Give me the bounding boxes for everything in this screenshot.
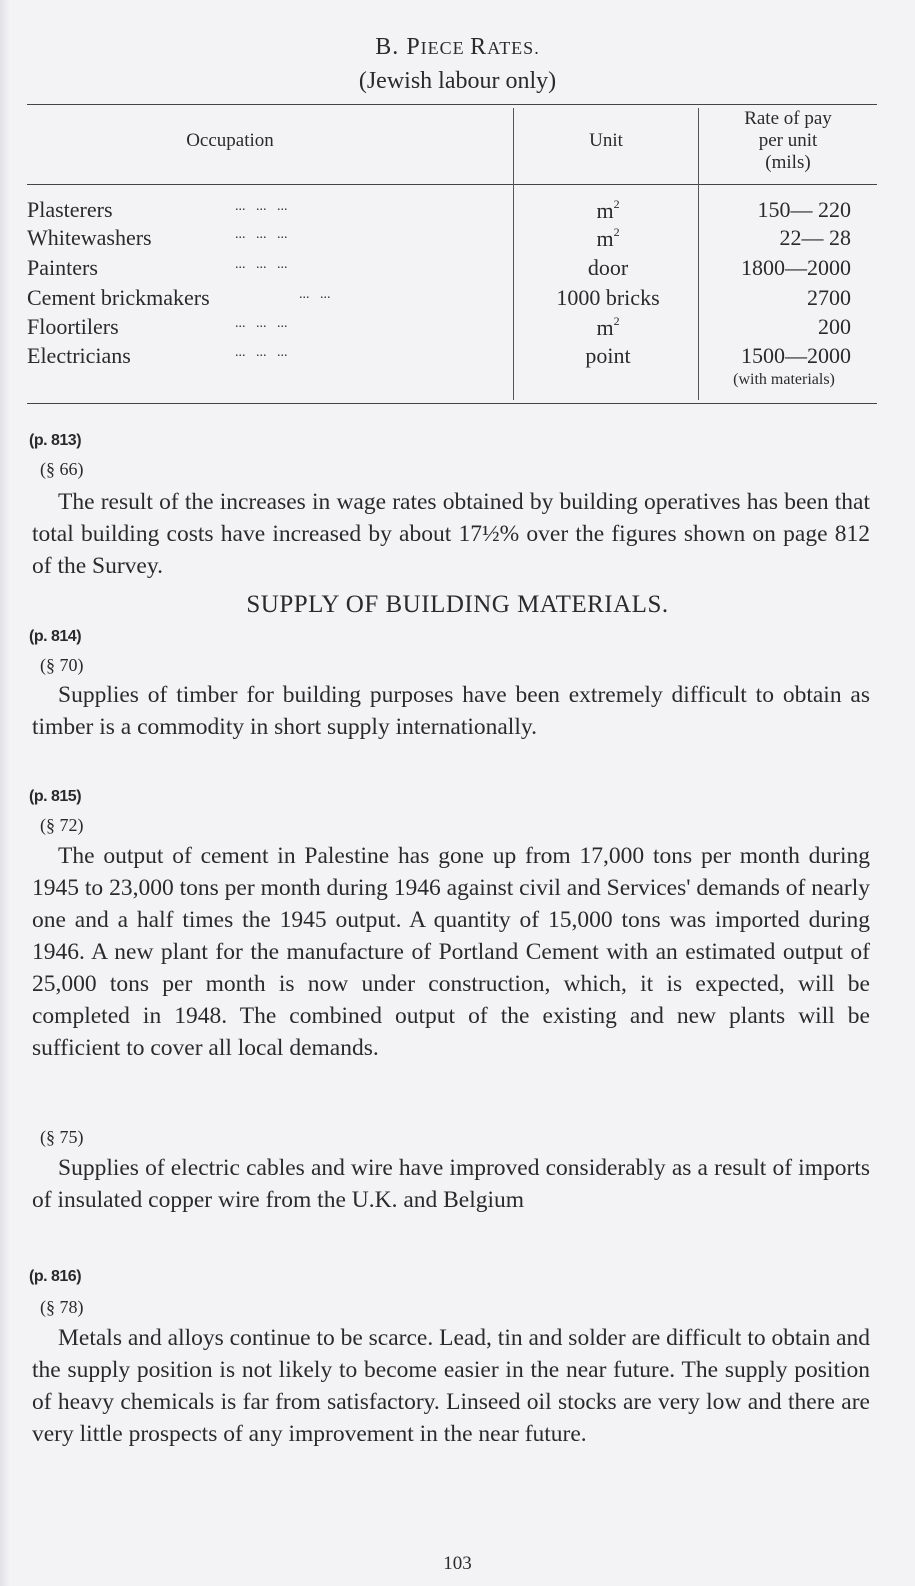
table-row [27, 343, 877, 373]
header-rate-line3: (mils) [765, 152, 811, 173]
rate-cell: 2700 [807, 285, 851, 310]
unit-text: door [587, 255, 629, 280]
occupation-cell: Whitewashers [27, 225, 152, 250]
unit-cell [518, 197, 698, 224]
paragraph: Supplies of electric cables and wire have improved considerably as a result of imports of insulated copper wire from the U.K. and Belgium [32, 1155, 870, 1213]
page-ref: (p. 813) [29, 432, 82, 449]
paragraph: The output of cement in Palestine has gone up from 17,000 tons per month during 1945 to 23,000 tons per month during 1946 against civil and Services' demands of nearly one and a half times the 1945 output. A quantity of 15,000 tons was imported during 1946. A new plant for the manufacture of Portland Cement with an estimated output of 25,000 tons per month is now under construction, which, it is expected, will be completed in 1948. The combined output of the existing and new plants will be sufficient to cover all local demands. [32, 843, 870, 1061]
title-initial-r: R [470, 34, 488, 60]
page-number: 103 [443, 1553, 472, 1574]
unit-superscript: 2 [613, 314, 620, 328]
section-ref: (§ 72) [40, 815, 84, 835]
header-occupation: Occupation [186, 130, 274, 151]
leader-dots: ... ... ... [235, 227, 288, 242]
occupation-cell: Plasterers [27, 197, 113, 222]
leader-dots: ... ... ... [235, 316, 288, 331]
unit-text: point [585, 343, 631, 368]
page-ref: (p. 816) [29, 1268, 82, 1285]
section-title [0, 34, 915, 61]
table-bottom-rule [27, 403, 877, 404]
unit-cell [518, 343, 698, 369]
table-row [27, 197, 877, 227]
table-header-rule [27, 184, 877, 185]
leader-dots: ... ... ... [235, 199, 288, 214]
section-subtitle: (Jewish labour only) [358, 68, 557, 94]
unit-cell [518, 255, 698, 281]
unit-text: m [596, 198, 614, 223]
unit-cell [518, 314, 698, 341]
table-top-rule [27, 104, 877, 105]
title-smallcaps-1: IECE [420, 38, 471, 58]
leader-dots: ... ... [299, 287, 331, 302]
title-prefix: B. [375, 34, 407, 60]
section-ref: (§ 78) [40, 1297, 84, 1317]
paragraph: Supplies of timber for building purposes have been extremely difficult to obtain as timber is a commodity in short supply internationally. [32, 682, 870, 740]
rate-note: (with materials) [733, 371, 835, 388]
occupation-cell: Cement brickmakers [27, 285, 210, 310]
unit-cell [518, 225, 698, 252]
unit-superscript: 2 [613, 197, 620, 211]
page-edge-shadow [0, 0, 10, 1586]
heading-supply: SUPPLY OF BUILDING MATERIALS. [246, 591, 669, 618]
header-rate-line1: Rate of pay [744, 108, 832, 129]
leader-dots: ... ... ... [235, 345, 288, 360]
title-smallcaps-2: ATES. [487, 38, 540, 58]
unit-text: m [596, 226, 614, 251]
rate-cell: 1500—2000 [741, 343, 851, 368]
table-row [27, 285, 877, 315]
page-ref: (p. 814) [29, 628, 82, 645]
unit-text: m [596, 315, 614, 340]
paragraph: Metals and alloys continue to be scarce. Lead, tin and solder are difficult to obtain and the supply position is not likely to become easier in the near future. The supply position of heavy chemicals is far from satisfactory. Linseed oil stocks are very low and there are very little prospects of any improvement in the near future. [32, 1325, 871, 1447]
leader-dots: ... ... ... [235, 257, 288, 272]
unit-cell [518, 285, 698, 311]
table-row [27, 255, 877, 285]
unit-text: 1000 bricks [556, 285, 660, 310]
unit-superscript: 2 [613, 225, 620, 239]
page-ref: (p. 815) [29, 788, 82, 805]
header-rate [699, 108, 877, 174]
rate-cell: 22— 28 [779, 225, 851, 250]
paragraph: The result of the increases in wage rates obtained by building operatives has been that total building costs have increased by about 17½% over the figures shown on page 812 of the Survey. [32, 489, 870, 579]
occupation-cell: Painters [27, 255, 98, 280]
section-ref: (§ 70) [40, 655, 84, 675]
header-unit: Unit [589, 130, 623, 151]
occupation-cell: Floortilers [27, 314, 119, 339]
table-row [27, 225, 877, 255]
header-rate-line2: per unit [758, 130, 818, 151]
section-ref: (§ 75) [40, 1127, 84, 1147]
rate-cell: 150— 220 [757, 197, 851, 222]
title-initial-p: P [406, 34, 421, 60]
section-ref: (§ 66) [40, 459, 84, 479]
rate-cell: 200 [818, 314, 851, 339]
rate-cell: 1800—2000 [741, 255, 851, 280]
occupation-cell: Electricians [27, 343, 131, 368]
table-row [27, 314, 877, 344]
